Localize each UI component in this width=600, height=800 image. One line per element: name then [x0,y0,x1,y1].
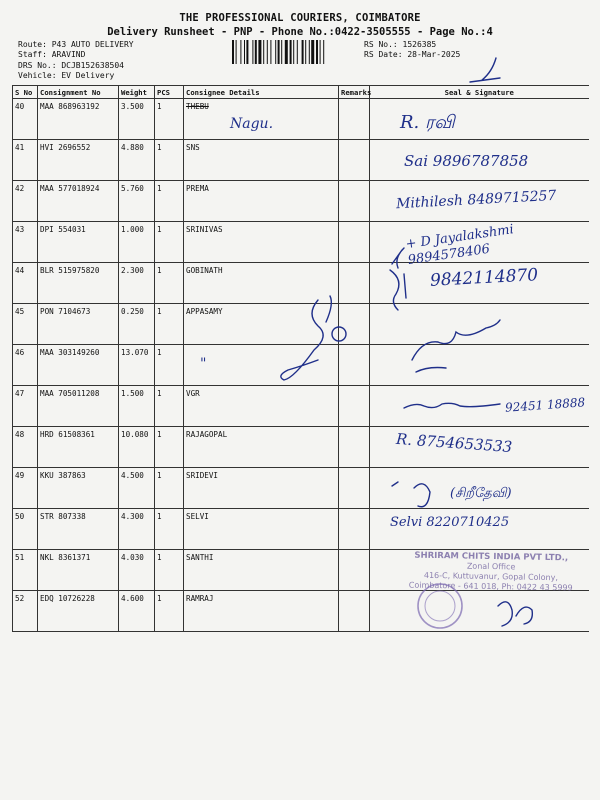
row-weight: 4.880 [119,140,155,181]
stamp-line2: Zonal Office [466,561,516,572]
signature-row48: R. 8754653533 [395,429,513,457]
row-pcs: 1 [155,591,184,632]
row-consignee: SNS [184,140,339,181]
row-consignee: RAMRAJ [184,591,339,632]
row-weight: 2.300 [119,263,155,304]
row-weight: 4.500 [119,468,155,509]
row-consignee: PREMA [184,181,339,222]
row-consignee: RAJAGOPAL [184,427,339,468]
row-consignee: SANTHI [184,550,339,591]
row-consignee: APPASAMY [184,304,339,345]
signature-scribble-row49 [392,482,430,507]
note-row40: Nagu. [230,116,274,132]
circled-mark-row45 [332,327,346,341]
row-sno: 47 [13,386,38,427]
row-consignment: NKL 8361371 [38,550,119,591]
row-consignment: EDQ 10726228 [38,591,119,632]
ditto-row46: " [200,356,207,372]
row-pcs: 1 [155,345,184,386]
row-consignment: MAA 705011208 [38,386,119,427]
col-sno: S No [13,86,38,99]
signature-row41: Sai 9896787858 [404,152,529,170]
row-pcs: 1 [155,427,184,468]
signature-row47: 92451 18888 [504,395,586,415]
row-pcs: 1 [155,386,184,427]
row-sno: 45 [13,304,38,345]
signature-mark-row44 [390,270,406,310]
row-pcs: 1 [155,468,184,509]
row-consignment: STR 807338 [38,509,119,550]
row-sno: 48 [13,427,38,468]
row-sno: 51 [13,550,38,591]
row-weight: 5.760 [119,181,155,222]
signature-row44: 9842114870 [429,265,539,291]
signature-scribble-header [470,58,500,82]
col-remarks: Remarks [339,86,370,99]
row-weight: 1.000 [119,222,155,263]
document-title: THE PROFESSIONAL COURIERS, COIMBATORE [179,12,421,24]
col-consignment: Consignment No [38,86,119,99]
row-sno: 44 [13,263,38,304]
row-consignment: DPI 554031 [38,222,119,263]
row-sno: 46 [13,345,38,386]
route-label: Route: P43 AUTO DELIVERY [18,40,134,49]
signature-scribble-row47 [404,403,500,408]
row-pcs: 1 [155,304,184,345]
row-weight: 4.600 [119,591,155,632]
row-consignee: GOBINATH [184,263,339,304]
drs-label: DRS No.: DCJB152638504 [18,61,124,70]
row-weight: 4.030 [119,550,155,591]
signature-row42: Mithilesh 8489715257 [395,187,557,213]
col-consignee: Consignee Details [184,86,339,99]
row-weight: 3.500 [119,99,155,140]
row-pcs: 1 [155,99,184,140]
col-pcs: PCS [155,86,184,99]
row-weight: 10.080 [119,427,155,468]
rs-date: RS Date: 28-Mar-2025 [364,50,461,59]
row-weight: 0.250 [119,304,155,345]
signature-scribble-row46 [412,320,500,372]
row-sno: 42 [13,181,38,222]
col-weight: Weight [119,86,155,99]
row-consignment: PON 7104673 [38,304,119,345]
row-pcs: 1 [155,140,184,181]
row-consignment: MAA 868963192 [38,99,119,140]
row-consignment: MAA 577018924 [38,181,119,222]
row-sno: 40 [13,99,38,140]
row-sno: 52 [13,591,38,632]
row-pcs: 1 [155,263,184,304]
rs-number: RS No.: 1526385 [364,40,437,49]
document-subtitle: Delivery Runsheet - PNP - Phone No.:0422-3505555 - Page No.:4 [107,26,493,38]
row-sno: 43 [13,222,38,263]
row-weight: 13.070 [119,345,155,386]
row-consignment: BLR 515975820 [38,263,119,304]
signature-row50: Selvi 8220710425 [390,515,510,530]
row-sno: 49 [13,468,38,509]
row-sno: 41 [13,140,38,181]
row-consignee: SRINIVAS [184,222,339,263]
row-weight: 1.500 [119,386,155,427]
stamp-line1: SHRIRAM CHITS INDIA PVT LTD., [414,550,569,564]
row-pcs: 1 [155,550,184,591]
signature-row49: (சிறீதேவி) [450,486,512,501]
staff-label: Staff: ARAVIND [18,50,86,59]
row-pcs: 1 [155,181,184,222]
row-consignee: THEBU [184,99,339,140]
row-pcs: 1 [155,222,184,263]
row-weight: 4.300 [119,509,155,550]
stamp-line3: 416-C, Kuttuvanur, Gopal Colony, [423,570,559,583]
signature-row40: R. ரவி [400,112,455,133]
row-consignment: KKU 387863 [38,468,119,509]
vehicle-label: Vehicle: EV Delivery [18,71,115,80]
row-consignee: VGR [184,386,339,427]
row-consignment: MAA 303149260 [38,345,119,386]
row-pcs: 1 [155,509,184,550]
stamp-line4: Coimbatore - 641 018, Ph: 0422 43 5999 [408,580,573,593]
row-sno: 50 [13,509,38,550]
signature-row43: + D Jayalakshmi 9894578406 [404,222,515,269]
signature-scribble-row52 [498,602,532,626]
row-consignment: HRD 61508361 [38,427,119,468]
row-consignee: SELVI [184,509,339,550]
row-consignee: SRIDEVI [184,468,339,509]
signature-scribble-row45 [281,296,332,380]
row-consignment: HVI 2696552 [38,140,119,181]
col-signature: Seal & Signature [370,86,589,99]
signature-scribble-row43 [392,248,404,268]
